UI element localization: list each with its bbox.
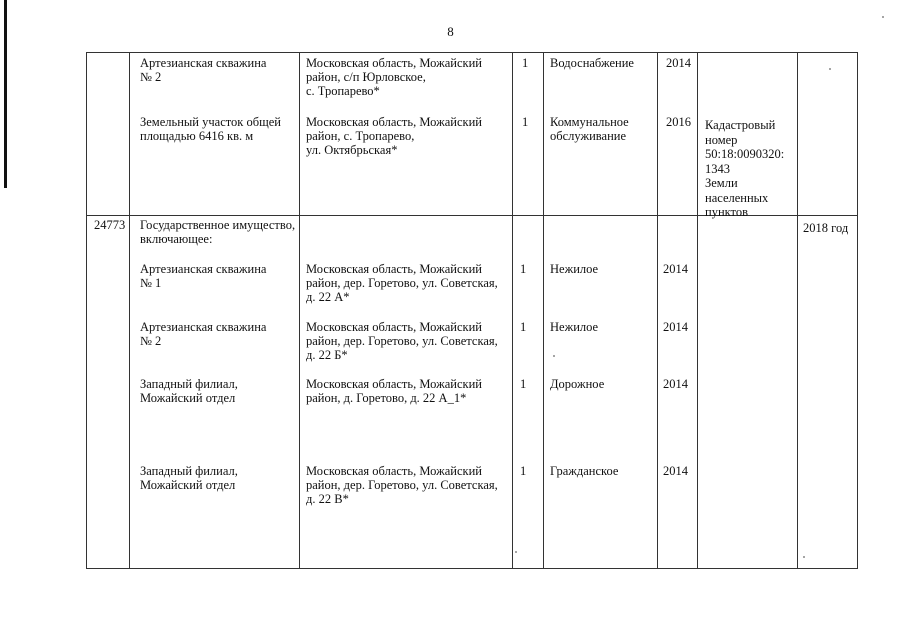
- item-year: 2014: [666, 56, 691, 70]
- item-purpose: Гражданское: [550, 464, 619, 478]
- column-divider-note: [797, 52, 798, 569]
- item-address: Московская область, Можайский район, дер. Горетово, ул. Советская, д. 22 В*: [306, 464, 498, 506]
- item-name: Земельный участок общей площадью 6416 кв. м: [140, 115, 281, 143]
- registry-number: 24773: [94, 218, 126, 232]
- item-address: Московская область, Можайский район, дер. Горетово, ул. Советская, д. 22 Б*: [306, 320, 498, 362]
- item-purpose: Коммунальное обслуживание: [550, 115, 629, 143]
- item-quantity: 1: [520, 377, 527, 391]
- scan-speck: [553, 355, 555, 357]
- column-divider-name: [299, 52, 300, 569]
- column-divider-number: [129, 52, 130, 569]
- item-purpose: Нежилое: [550, 262, 599, 276]
- item-quantity: 1: [522, 56, 529, 70]
- scan-speck: [515, 551, 517, 553]
- item-name: Западный филиал, Можайский отдел: [140, 377, 238, 405]
- item-quantity: 1: [520, 320, 527, 334]
- item-address: Московская область, Можайский район, д. Горетово, д. 22 А_1*: [306, 377, 482, 405]
- scan-speck: [829, 68, 831, 70]
- item-quantity: 1: [522, 115, 529, 129]
- item-name: Артезианская скважина № 1: [140, 262, 267, 290]
- item-year: 2014: [663, 377, 688, 391]
- column-divider-quantity: [543, 52, 544, 569]
- item-year: 2014: [663, 464, 688, 478]
- item-year: 2014: [663, 320, 688, 334]
- item-purpose: Дорожное: [550, 377, 605, 391]
- column-divider-year: [697, 52, 698, 569]
- item-name: Артезианская скважина № 2: [140, 56, 267, 84]
- item-purpose: Нежилое: [550, 320, 599, 334]
- item-quantity: 1: [520, 262, 527, 276]
- item-name: Государственное имущество, включающее:: [140, 218, 296, 246]
- item-purpose: Водоснабжение: [550, 56, 634, 70]
- scan-speck: [882, 16, 884, 18]
- column-divider-address: [512, 52, 513, 569]
- item-address: Московская область, Можайский район, с. Тропарево, ул. Октябрьская*: [306, 115, 482, 157]
- page-number: 8: [447, 24, 454, 39]
- item-address: Московская область, Можайский район, дер. Горетово, ул. Советская, д. 22 А*: [306, 262, 498, 304]
- item-quantity: 1: [520, 464, 527, 478]
- item-note: Кадастровый номер 50:18:0090320: 1343 Земли населенных пунктов: [705, 118, 785, 219]
- item-name: Артезианская скважина № 2: [140, 320, 267, 348]
- item-address: Московская область, Можайский район, с/п Юрловское, с. Тропарево*: [306, 56, 482, 98]
- column-divider-purpose: [657, 52, 658, 569]
- transfer-deadline: 2018 год: [803, 221, 849, 235]
- item-year: 2016: [666, 115, 691, 129]
- item-year: 2014: [663, 262, 688, 276]
- item-name: Западный филиал, Можайский отдел: [140, 464, 238, 492]
- scan-speck: [803, 556, 805, 558]
